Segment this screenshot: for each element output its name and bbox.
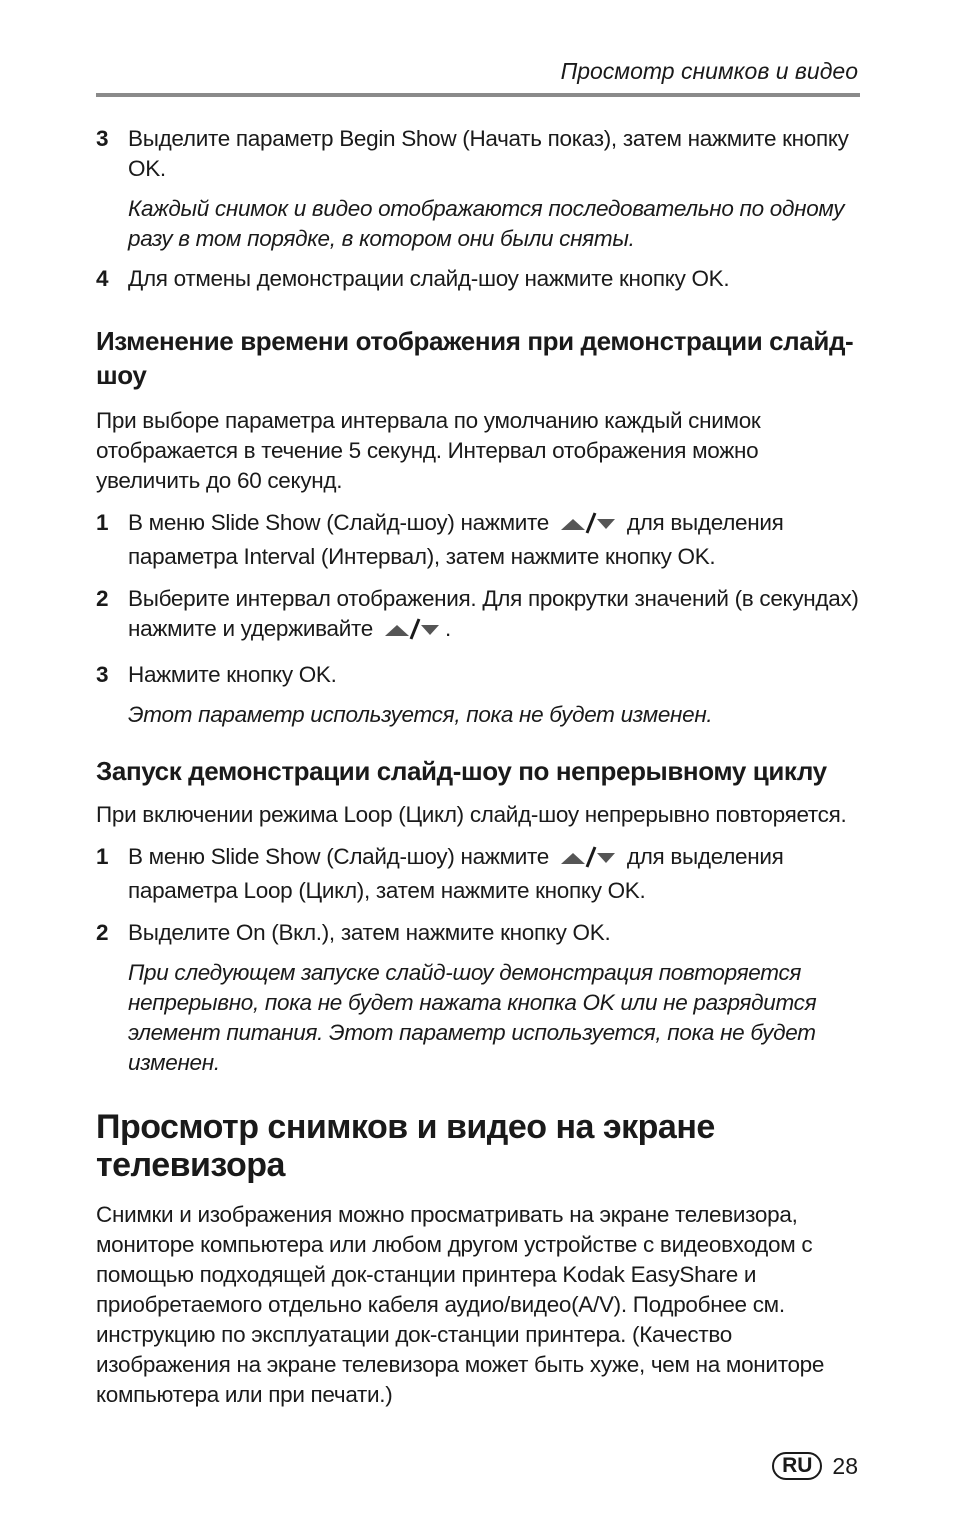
header-rule: [96, 93, 860, 97]
step-3-press-ok: [96, 660, 860, 690]
note-sequence: Каждый снимок и видео отображаются последовательно по одному разу в том порядке, в котором они были сняты.: [128, 196, 845, 251]
step-number: 3: [96, 126, 109, 151]
page-footer: [772, 1452, 858, 1480]
heading-loop: Запуск демонстрации слайд-шоу по непрерывному циклу: [96, 756, 827, 786]
step-text-before: Выберите интервал отображения. Для прокрутки значений (в секундах) нажмите и удерживайте: [128, 586, 859, 641]
step-number: 4: [96, 266, 109, 291]
up-down-arrows-icon: [383, 618, 441, 648]
step-4-cancel: [96, 264, 860, 294]
intro-loop: При включении режима Loop (Цикл) слайд-шоу непрерывно повторяется.: [96, 802, 847, 827]
heading-interval: Изменение времени отображения при демонстрации слайд-шоу: [96, 326, 854, 390]
step-text-before: В меню Slide Show (Слайд-шоу) нажмите: [128, 510, 549, 535]
running-header: Просмотр снимков и видео: [560, 58, 858, 84]
step-number: 2: [96, 920, 109, 945]
page-content: [96, 124, 860, 1410]
up-down-arrows-icon: [559, 512, 617, 542]
step-text: Для отмены демонстрации слайд-шоу нажмите кнопку OK.: [128, 266, 730, 291]
up-down-arrows-icon: [559, 846, 617, 876]
step-text-before: В меню Slide Show (Слайд-шоу) нажмите: [128, 844, 549, 869]
step-text: Нажмите кнопку OK.: [128, 662, 337, 687]
step-1-loop: [96, 842, 860, 906]
step-text-after: для выделения параметра Loop (Цикл), затем нажмите кнопку OK.: [128, 844, 784, 903]
step-text: Выделите параметр Begin Show (Начать показ), затем нажмите кнопку OK.: [128, 126, 849, 181]
step-1-interval: [96, 508, 860, 572]
step-number: 1: [96, 510, 109, 535]
step-2-select-on: [96, 918, 860, 948]
step-2-select-interval: [96, 584, 860, 648]
step-text-after: для выделения параметра Interval (Интервал), затем нажмите кнопку OK.: [128, 510, 784, 569]
page-number: 28: [832, 1452, 858, 1479]
step-text: Выделите On (Вкл.), затем нажмите кнопку OK.: [128, 920, 611, 945]
body-tv-viewing: Снимки и изображения можно просматривать на экране телевизора, мониторе компьютера или любом другом устройстве с видеовходом с помощью подходящей док-станции принтера Kodak EasyShare и приобретаемого отдельно кабеля аудио/видео(A/V). Подробнее см. инструкцию по эксплуатации док-станции принтера. (Качество изображения на экране телевизора может быть хуже, чем на мониторе компьютера или при печати.): [96, 1202, 825, 1407]
step-number: 1: [96, 844, 109, 869]
note-loop: При следующем запуске слайд-шоу демонстрация повторяется непрерывно, пока не будет нажата кнопка OK или не разрядится элемент питания. Этот параметр используется, пока не будет изменен.: [128, 960, 817, 1075]
intro-interval: При выборе параметра интервала по умолчанию каждый снимок отображается в течение 5 секунд. Интервал отображения можно увеличить до 60 секунд.: [96, 408, 761, 493]
note-interval: Этот параметр используется, пока не будет изменен.: [128, 702, 713, 727]
step-text-after: .: [444, 616, 451, 641]
step-number: 3: [96, 662, 109, 687]
step-number: 2: [96, 586, 109, 611]
step-3-begin-show: [96, 124, 860, 184]
language-badge: RU: [772, 1452, 822, 1480]
heading-tv-viewing: Просмотр снимков и видео на экране телевизора: [96, 1108, 715, 1184]
